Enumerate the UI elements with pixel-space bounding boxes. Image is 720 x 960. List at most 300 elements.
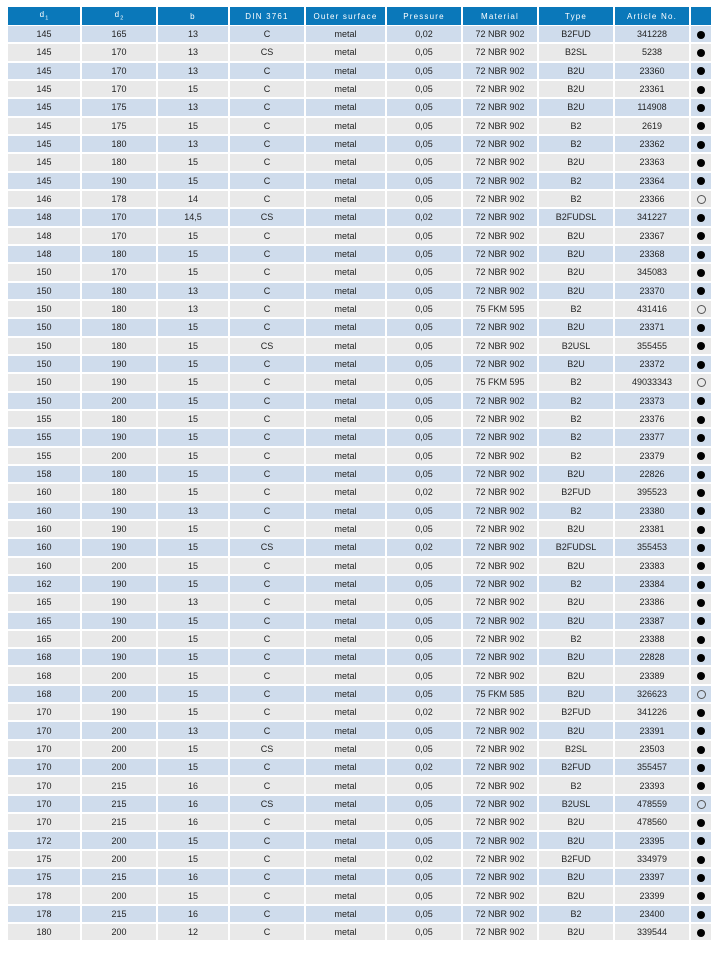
cell-outer-surface: metal: [306, 722, 387, 740]
cell-material: 72 NBR 902: [463, 924, 539, 942]
cell-type: B2FUDSL: [539, 209, 615, 227]
cell-type: B2: [539, 173, 615, 191]
cell-material: 72 NBR 902: [463, 667, 539, 685]
cell-outer-surface: metal: [306, 411, 387, 429]
cell-d2: 200: [82, 686, 158, 704]
availability-filled-dot-icon: [697, 177, 705, 185]
cell-availability: [691, 228, 711, 246]
cell-din-3761: C: [230, 887, 306, 905]
cell-availability: [691, 649, 711, 667]
cell-outer-surface: metal: [306, 539, 387, 557]
table-row: [8, 686, 711, 704]
availability-filled-dot-icon: [697, 874, 705, 882]
availability-filled-dot-icon: [697, 672, 705, 680]
cell-article-no: 341228: [615, 26, 691, 44]
availability-filled-dot-icon: [697, 526, 705, 534]
column-header-d1: $d_1$: [8, 7, 82, 26]
cell-material: 72 NBR 902: [463, 338, 539, 356]
cell-din-3761: C: [230, 686, 306, 704]
cell-d1: 148: [8, 209, 82, 227]
cell-d1: 168: [8, 667, 82, 685]
table-row: [8, 173, 711, 191]
cell-din-3761: CS: [230, 796, 306, 814]
cell-d2: 190: [82, 576, 158, 594]
cell-type: B2U: [539, 264, 615, 282]
cell-article-no: 341226: [615, 704, 691, 722]
cell-d2: 170: [82, 44, 158, 62]
availability-filled-dot-icon: [697, 617, 705, 625]
column-header-din-3761: DIN 3761: [230, 7, 306, 26]
cell-d2: 180: [82, 136, 158, 154]
cell-b: 15: [158, 374, 230, 392]
cell-availability: [691, 759, 711, 777]
cell-article-no: 23383: [615, 558, 691, 576]
availability-filled-dot-icon: [697, 727, 705, 735]
cell-d1: 145: [8, 154, 82, 172]
cell-d1: 160: [8, 521, 82, 539]
availability-hollow-dot-icon: [697, 800, 706, 809]
cell-pressure: 0,05: [387, 613, 463, 631]
cell-din-3761: CS: [230, 338, 306, 356]
cell-d1: 145: [8, 118, 82, 136]
availability-hollow-dot-icon: [697, 690, 706, 699]
cell-d1: 150: [8, 393, 82, 411]
cell-article-no: 334979: [615, 851, 691, 869]
availability-hollow-dot-icon: [697, 305, 706, 314]
column-header-availability: [691, 7, 711, 26]
cell-d1: 172: [8, 832, 82, 850]
cell-d2: 180: [82, 319, 158, 337]
cell-availability: [691, 869, 711, 887]
cell-article-no: 22828: [615, 649, 691, 667]
table-row: [8, 301, 711, 319]
cell-b: 15: [158, 484, 230, 502]
table-row: [8, 649, 711, 667]
availability-filled-dot-icon: [697, 819, 705, 827]
cell-material: 72 NBR 902: [463, 264, 539, 282]
cell-d1: 150: [8, 374, 82, 392]
availability-filled-dot-icon: [697, 361, 705, 369]
cell-material: 72 NBR 902: [463, 356, 539, 374]
cell-material: 72 NBR 902: [463, 246, 539, 264]
cell-availability: [691, 613, 711, 631]
cell-material: 75 FKM 585: [463, 686, 539, 704]
table-row: [8, 191, 711, 209]
cell-availability: [691, 246, 711, 264]
cell-availability: [691, 796, 711, 814]
cell-din-3761: C: [230, 814, 306, 832]
cell-d2: 200: [82, 667, 158, 685]
cell-pressure: 0,02: [387, 209, 463, 227]
cell-b: 15: [158, 154, 230, 172]
cell-d1: 160: [8, 484, 82, 502]
availability-filled-dot-icon: [697, 544, 705, 552]
cell-outer-surface: metal: [306, 136, 387, 154]
cell-availability: [691, 338, 711, 356]
cell-article-no: 23381: [615, 521, 691, 539]
cell-pressure: 0,05: [387, 154, 463, 172]
cell-d2: 175: [82, 99, 158, 117]
cell-din-3761: C: [230, 869, 306, 887]
cell-type: B2U: [539, 814, 615, 832]
cell-outer-surface: metal: [306, 429, 387, 447]
cell-b: 15: [158, 173, 230, 191]
cell-outer-surface: metal: [306, 576, 387, 594]
cell-din-3761: C: [230, 411, 306, 429]
cell-material: 72 NBR 902: [463, 209, 539, 227]
cell-b: 13: [158, 99, 230, 117]
cell-article-no: 23372: [615, 356, 691, 374]
availability-filled-dot-icon: [697, 49, 705, 57]
cell-article-no: 23367: [615, 228, 691, 246]
cell-din-3761: C: [230, 594, 306, 612]
cell-d2: 200: [82, 851, 158, 869]
cell-d2: 190: [82, 374, 158, 392]
cell-din-3761: C: [230, 429, 306, 447]
cell-material: 72 NBR 902: [463, 81, 539, 99]
availability-filled-dot-icon: [697, 837, 705, 845]
cell-din-3761: C: [230, 576, 306, 594]
cell-b: 15: [158, 81, 230, 99]
cell-b: 16: [158, 869, 230, 887]
availability-filled-dot-icon: [697, 599, 705, 607]
cell-outer-surface: metal: [306, 26, 387, 44]
table-body: [8, 26, 711, 942]
cell-type: B2U: [539, 649, 615, 667]
cell-pressure: 0,05: [387, 356, 463, 374]
cell-d1: 160: [8, 539, 82, 557]
cell-pressure: 0,02: [387, 26, 463, 44]
cell-type: B2U: [539, 466, 615, 484]
cell-din-3761: C: [230, 667, 306, 685]
cell-material: 72 NBR 902: [463, 429, 539, 447]
table-row: [8, 613, 711, 631]
availability-filled-dot-icon: [697, 141, 705, 149]
cell-article-no: 23373: [615, 393, 691, 411]
cell-type: B2USL: [539, 338, 615, 356]
cell-type: B2: [539, 448, 615, 466]
cell-type: B2U: [539, 832, 615, 850]
cell-b: 12: [158, 924, 230, 942]
column-header-subscript: 2: [120, 15, 124, 22]
cell-din-3761: C: [230, 63, 306, 81]
cell-din-3761: C: [230, 99, 306, 117]
cell-pressure: 0,05: [387, 558, 463, 576]
cell-pressure: 0,05: [387, 722, 463, 740]
cell-article-no: 23395: [615, 832, 691, 850]
cell-material: 72 NBR 902: [463, 319, 539, 337]
cell-d2: 215: [82, 906, 158, 924]
cell-din-3761: C: [230, 26, 306, 44]
cell-b: 15: [158, 264, 230, 282]
cell-article-no: 23397: [615, 869, 691, 887]
cell-outer-surface: metal: [306, 356, 387, 374]
cell-d2: 190: [82, 173, 158, 191]
cell-article-no: 23368: [615, 246, 691, 264]
cell-article-no: 395523: [615, 484, 691, 502]
cell-outer-surface: metal: [306, 649, 387, 667]
cell-material: 72 NBR 902: [463, 594, 539, 612]
cell-pressure: 0,05: [387, 594, 463, 612]
cell-outer-surface: metal: [306, 448, 387, 466]
table-row: [8, 356, 711, 374]
cell-d2: 190: [82, 594, 158, 612]
cell-availability: [691, 264, 711, 282]
cell-type: B2U: [539, 521, 615, 539]
cell-din-3761: C: [230, 246, 306, 264]
cell-d2: 215: [82, 814, 158, 832]
table-row: [8, 906, 711, 924]
cell-d2: 190: [82, 521, 158, 539]
cell-material: 72 NBR 902: [463, 63, 539, 81]
availability-filled-dot-icon: [697, 342, 705, 350]
cell-material: 72 NBR 902: [463, 649, 539, 667]
cell-d1: 145: [8, 26, 82, 44]
cell-article-no: 23503: [615, 741, 691, 759]
cell-pressure: 0,05: [387, 832, 463, 850]
availability-filled-dot-icon: [697, 269, 705, 277]
cell-pressure: 0,05: [387, 246, 463, 264]
cell-outer-surface: metal: [306, 338, 387, 356]
cell-article-no: 2619: [615, 118, 691, 136]
cell-d1: 178: [8, 887, 82, 905]
cell-d1: 160: [8, 558, 82, 576]
cell-article-no: 355453: [615, 539, 691, 557]
cell-type: B2U: [539, 722, 615, 740]
cell-article-no: 339544: [615, 924, 691, 942]
availability-filled-dot-icon: [697, 507, 705, 515]
cell-d1: 160: [8, 503, 82, 521]
table-row: [8, 99, 711, 117]
cell-pressure: 0,05: [387, 466, 463, 484]
cell-pressure: 0,02: [387, 539, 463, 557]
cell-d2: 200: [82, 631, 158, 649]
cell-d2: 215: [82, 869, 158, 887]
table-row: [8, 741, 711, 759]
cell-d2: 170: [82, 264, 158, 282]
cell-b: 13: [158, 283, 230, 301]
cell-material: 72 NBR 902: [463, 484, 539, 502]
cell-outer-surface: metal: [306, 466, 387, 484]
cell-b: 16: [158, 906, 230, 924]
cell-availability: [691, 44, 711, 62]
cell-d2: 215: [82, 777, 158, 795]
cell-din-3761: C: [230, 356, 306, 374]
cell-b: 15: [158, 887, 230, 905]
availability-filled-dot-icon: [697, 709, 705, 717]
cell-b: 13: [158, 722, 230, 740]
cell-outer-surface: metal: [306, 99, 387, 117]
cell-type: B2USL: [539, 796, 615, 814]
cell-availability: [691, 356, 711, 374]
cell-article-no: 23362: [615, 136, 691, 154]
cell-b: 13: [158, 26, 230, 44]
cell-type: B2: [539, 631, 615, 649]
cell-d2: 200: [82, 887, 158, 905]
cell-material: 72 NBR 902: [463, 136, 539, 154]
cell-outer-surface: metal: [306, 228, 387, 246]
cell-din-3761: C: [230, 466, 306, 484]
cell-outer-surface: metal: [306, 796, 387, 814]
cell-type: B2FUD: [539, 484, 615, 502]
table-row: [8, 539, 711, 557]
cell-d2: 190: [82, 704, 158, 722]
cell-availability: [691, 576, 711, 594]
cell-material: 72 NBR 902: [463, 283, 539, 301]
cell-d2: 178: [82, 191, 158, 209]
cell-d2: 190: [82, 613, 158, 631]
cell-outer-surface: metal: [306, 924, 387, 942]
availability-filled-dot-icon: [697, 214, 705, 222]
cell-din-3761: C: [230, 704, 306, 722]
cell-material: 72 NBR 902: [463, 576, 539, 594]
cell-availability: [691, 154, 711, 172]
cell-article-no: 49033343: [615, 374, 691, 392]
availability-filled-dot-icon: [697, 31, 705, 39]
cell-outer-surface: metal: [306, 503, 387, 521]
cell-material: 72 NBR 902: [463, 851, 539, 869]
availability-filled-dot-icon: [697, 636, 705, 644]
cell-outer-surface: metal: [306, 686, 387, 704]
cell-article-no: 23360: [615, 63, 691, 81]
cell-b: 15: [158, 576, 230, 594]
cell-type: B2U: [539, 81, 615, 99]
table-row: [8, 246, 711, 264]
cell-d1: 145: [8, 173, 82, 191]
column-header-material: Material: [463, 7, 539, 26]
cell-availability: [691, 209, 711, 227]
cell-availability: [691, 594, 711, 612]
cell-type: B2U: [539, 154, 615, 172]
cell-pressure: 0,05: [387, 869, 463, 887]
cell-type: B2FUD: [539, 759, 615, 777]
cell-type: B2: [539, 301, 615, 319]
cell-availability: [691, 924, 711, 942]
cell-outer-surface: metal: [306, 814, 387, 832]
cell-d1: 175: [8, 869, 82, 887]
column-header-pressure: Pressure: [387, 7, 463, 26]
cell-b: 15: [158, 429, 230, 447]
cell-article-no: 23379: [615, 448, 691, 466]
cell-b: 13: [158, 503, 230, 521]
cell-material: 72 NBR 902: [463, 411, 539, 429]
cell-material: 72 NBR 902: [463, 887, 539, 905]
cell-din-3761: C: [230, 851, 306, 869]
cell-availability: [691, 851, 711, 869]
column-header-subscript: 1: [45, 15, 49, 22]
cell-availability: [691, 484, 711, 502]
cell-outer-surface: metal: [306, 631, 387, 649]
cell-pressure: 0,05: [387, 319, 463, 337]
cell-article-no: 355455: [615, 338, 691, 356]
cell-material: 72 NBR 902: [463, 191, 539, 209]
availability-filled-dot-icon: [697, 86, 705, 94]
cell-pressure: 0,02: [387, 484, 463, 502]
cell-d2: 190: [82, 649, 158, 667]
availability-filled-dot-icon: [697, 324, 705, 332]
cell-pressure: 0,05: [387, 118, 463, 136]
cell-din-3761: C: [230, 503, 306, 521]
cell-din-3761: C: [230, 631, 306, 649]
column-header-type: Type: [539, 7, 615, 26]
cell-article-no: 23387: [615, 613, 691, 631]
cell-pressure: 0,05: [387, 81, 463, 99]
cell-availability: [691, 539, 711, 557]
availability-filled-dot-icon: [697, 122, 705, 130]
table-row: [8, 136, 711, 154]
cell-d1: 162: [8, 576, 82, 594]
cell-material: 72 NBR 902: [463, 796, 539, 814]
column-header-b: b: [158, 7, 230, 26]
cell-d1: 170: [8, 741, 82, 759]
cell-outer-surface: metal: [306, 832, 387, 850]
cell-d1: 165: [8, 613, 82, 631]
table-row: [8, 667, 711, 685]
cell-material: 72 NBR 902: [463, 99, 539, 117]
cell-d1: 165: [8, 594, 82, 612]
table-row: [8, 704, 711, 722]
cell-pressure: 0,05: [387, 649, 463, 667]
cell-d2: 215: [82, 796, 158, 814]
cell-type: B2U: [539, 558, 615, 576]
cell-article-no: 23400: [615, 906, 691, 924]
table-row: [8, 851, 711, 869]
table-row: [8, 887, 711, 905]
cell-din-3761: C: [230, 649, 306, 667]
cell-type: B2U: [539, 319, 615, 337]
table-row: [8, 228, 711, 246]
cell-d2: 200: [82, 832, 158, 850]
cell-article-no: 22826: [615, 466, 691, 484]
cell-pressure: 0,05: [387, 264, 463, 282]
cell-material: 72 NBR 902: [463, 741, 539, 759]
cell-din-3761: C: [230, 521, 306, 539]
cell-article-no: 23388: [615, 631, 691, 649]
cell-type: B2U: [539, 924, 615, 942]
cell-d2: 180: [82, 466, 158, 484]
cell-type: B2FUD: [539, 851, 615, 869]
cell-material: 75 FKM 595: [463, 301, 539, 319]
cell-material: 72 NBR 902: [463, 832, 539, 850]
cell-outer-surface: metal: [306, 154, 387, 172]
cell-type: B2: [539, 576, 615, 594]
cell-d1: 180: [8, 924, 82, 942]
cell-type: B2U: [539, 869, 615, 887]
cell-d1: 155: [8, 429, 82, 447]
cell-b: 15: [158, 667, 230, 685]
cell-type: B2U: [539, 613, 615, 631]
cell-article-no: 355457: [615, 759, 691, 777]
cell-d2: 200: [82, 722, 158, 740]
cell-article-no: 23361: [615, 81, 691, 99]
cell-availability: [691, 887, 711, 905]
cell-type: B2U: [539, 63, 615, 81]
cell-outer-surface: metal: [306, 81, 387, 99]
cell-outer-surface: metal: [306, 906, 387, 924]
availability-hollow-dot-icon: [697, 195, 706, 204]
availability-filled-dot-icon: [697, 654, 705, 662]
cell-type: B2: [539, 503, 615, 521]
cell-type: B2FUDSL: [539, 539, 615, 557]
cell-article-no: 114908: [615, 99, 691, 117]
cell-article-no: 23377: [615, 429, 691, 447]
cell-availability: [691, 191, 711, 209]
availability-filled-dot-icon: [697, 287, 705, 295]
cell-type: B2U: [539, 99, 615, 117]
cell-outer-surface: metal: [306, 301, 387, 319]
cell-b: 15: [158, 448, 230, 466]
cell-b: 15: [158, 741, 230, 759]
